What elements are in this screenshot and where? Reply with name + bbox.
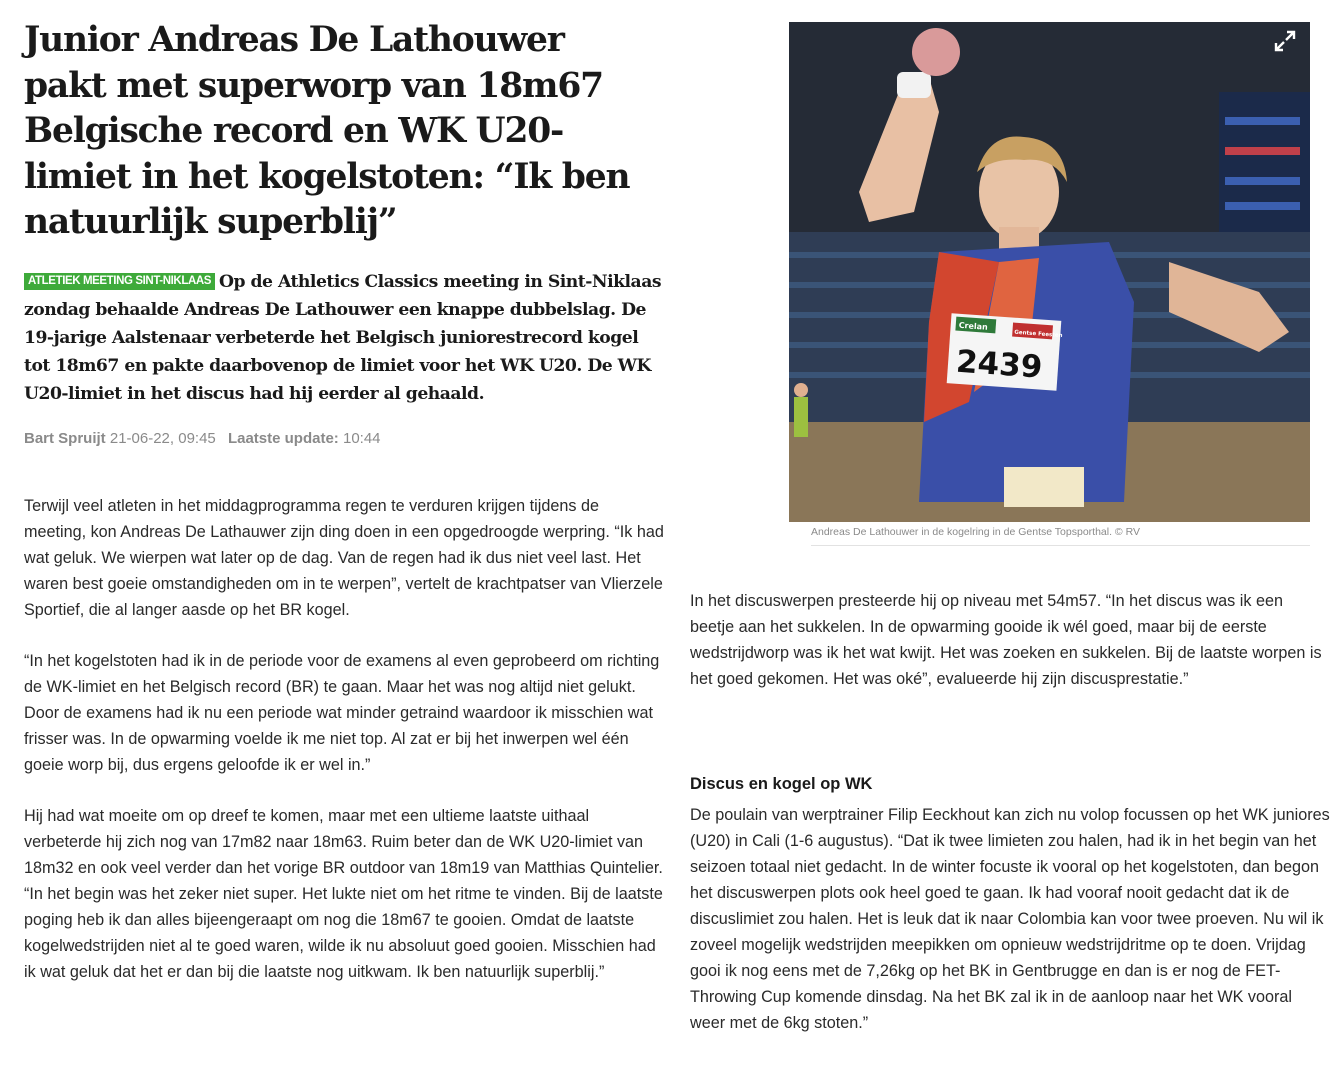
update-label: Laatste update: (227, 429, 339, 447)
body-paragraph-3: Hij had wat moeite om op dreef te komen, maar met een ultieme laatste uithaal verbeterde hij zich nog van 17m82 naar 18m63. Ruim beter dan de WK U20-limiet van 18m32 en ook veel verder dan het vorige BR outdoor van 18m19 van Matthias Quintelier. “In het begin was het zeker niet super. Het lukte niet om het ritme te vinden. Bij de laatste poging heb ik dan alles bijeengeraapt om nog die 18m67 te gooien. Omdat de laatste kogelwedstrijden niet al te goed waren, wilde ik nu absoluut goed gooien. Misschien had ik wat geluk dat het er dan bij die laatste nog uitkwam. Ik ben natuurlijk superblij.” (24, 806, 663, 981)
author-name[interactable]: Bart Spruijt (24, 429, 106, 447)
body-paragraph-2: “In het kogelstoten had ik in de periode voor de examens al even geprobeerd om richting de WK-limiet en het Belgisch record (BR) te gaan. Maar het was nog altijd niet gelukt. Door de examens had ik nu een periode wat minder getraind waardoor ik misschien wat frisser was. In de opwarming voelde ik me niet top. Al zat er bij het inwerpen wel één goeie worp bij, dus ergens geloofde ik er wel in.” (24, 651, 660, 774)
article-photo[interactable] (789, 22, 1310, 522)
publish-date: 21-06-22, 09:45 (109, 429, 216, 447)
update-time: 10:44 (342, 429, 381, 447)
body-paragraph-4: In het discuswerpen presteerde hij op niveau met 54m57. “In het discus was ik een beetje aan het sukkelen. In de opwarming gooide ik wél goed, maar bij de eerste wedstrijdworp was ik het wat kwijt. Het was zoeken en sukkelen. Bij de laatste worpen is het goed gekomen. Het was oké”, evalueerde hij zijn discusprestatie.” (690, 592, 1322, 688)
section-subheading: Discus en kogel op WK (690, 775, 873, 793)
body-paragraph-5: De poulain van werptrainer Filip Eeckhout kan zich nu volop focussen op het WK juniores (U20) in Cali (1-6 augustus). “Dat ik twee limieten zou halen, had ik in het begin van het seizoen totaal niet gedacht. In de winter focuste ik vooral op het kogelstoten, dan begon het discuswerpen plots ook heel goed te gaan. Ik had vooraf nooit gedacht dat ik de discuslimiet zou halen. Het is leuk dat ik naar Colombia kan voor twee proeven. Nu wil ik zoveel mogelijk wedstrijden meepikken om opnieuw wedstrijdritme op te doen. Vrijdag gooi ik nog eens met de 7,26kg op het BK in Gentbrugge en dan is er nog de FET-Throwing Cup komende dinsdag. Na het BK zal ik in de aanloop naar het WK vooral weer met de 6kg stoten.” (690, 806, 1330, 1032)
expand-icon[interactable] (1274, 30, 1296, 52)
byline (24, 430, 664, 447)
bib-sponsor-right: Gentse Feesten (1014, 329, 1063, 340)
intro-text: Op de Athletics Classics meeting in Sint-Niklaas zondag behaalde Andreas De Lathouwer een knappe dubbelslag. De 19-jarige Aalstenaar verbeterde het Belgisch juniorestrecord kogel tot 18m67 en pakte daarbovenop de limiet voor het WK U20. De WK U20-limiet in het discus had hij eerder al gehaald. (24, 271, 662, 404)
article-main-column (24, 18, 664, 985)
article-headline: Junior Andreas De Lathouwer pakt met superworp van 18m67 Belgische record en WK U20-limiet in het kogelstoten: “Ik ben natuurlijk superblij” (24, 20, 630, 242)
article-intro (24, 268, 664, 408)
bib-sponsor-left: Crelan (958, 320, 989, 332)
body-paragraph-1: Terwijl veel atleten in het middagprogramma regen te verduren krijgen tijdens de meeting, kon Andreas De Lathauwer zijn ding doen in een opgedroogde werpring. “Ik had wat geluk. We wierpen wat later op de dag. Van de regen had ik dus niet veel last. Het waren best goeie omstandigheden om in te werpen”, vertelt de krachtpatser van Vlierzele Sportief, die al langer aasde op het BR kogel. (24, 496, 664, 619)
bib-number: 2439 (954, 343, 1044, 386)
photo-caption: Andreas De Lathouwer in de kogelring in de Gentse Topsporthal. © RV (811, 526, 1310, 546)
category-label[interactable]: ATLETIEK MEETING SINT-NIKLAAS (24, 273, 215, 290)
athlete-illustration (789, 22, 1310, 522)
